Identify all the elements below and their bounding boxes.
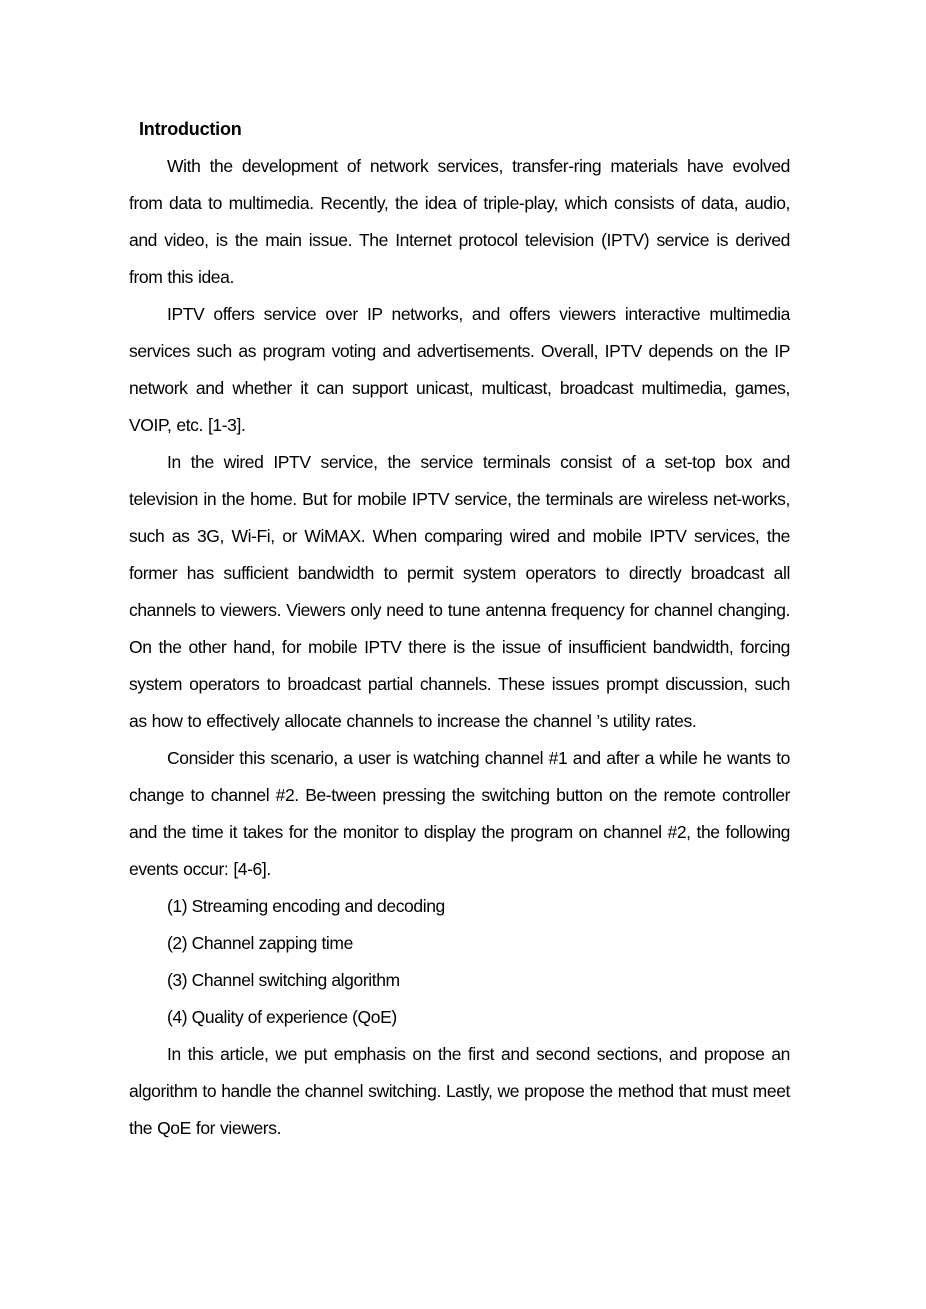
paragraph-closing: In this article, we put emphasis on the first and second sections, and propose an algorithm to handle the channel switching. Lastly, we propose the method that must meet the QoE for viewers.	[129, 1044, 790, 1138]
paragraph-channel-switch-scenario: Consider this scenario, a user is watching channel #1 and after a while he wants to change to channel #2. Be-tween pressing the switching button on the remote controller and the time it takes for the monitor to display the program on channel #2, the following events occur: [4-6].	[129, 748, 790, 879]
section-heading: Introduction	[139, 119, 242, 139]
paragraph-iptv-offers-service: IPTV offers service over IP networks, and offers viewers interactive multimedia services such as program voting and advertisements. Overall, IPTV depends on the IP network and whether it can support unicast, multicast, broadcast multimedia, games, VOIP, etc. [1-3].	[129, 304, 790, 435]
list-item-quality-of-experience: (4) Quality of experience (QoE)	[167, 1007, 397, 1027]
page-content	[129, 111, 790, 1147]
paragraph-development-of-network-services: With the development of network services, transfer-ring materials have evolved from data to multimedia. Recently, the idea of triple-play, which consists of data, audio, and video, is the main issue. The Internet protocol television (IPTV) service is derived from this idea.	[129, 156, 790, 287]
list-item-channel-switching-algorithm: (3) Channel switching algorithm	[167, 970, 400, 990]
list-item-channel-zapping: (2) Channel zapping time	[167, 933, 353, 953]
paragraph-wired-vs-mobile-iptv: In the wired IPTV service, the service terminals consist of a set-top box and television in the home. But for mobile IPTV service, the terminals are wireless net-works, such as 3G, Wi-Fi, or WiMAX. When comparing wired and mobile IPTV services, the former has sufficient bandwidth to permit system operators to directly broadcast all channels to viewers. Viewers only need to tune antenna frequency for channel changing. On the other hand, for mobile IPTV there is the issue of insufficient bandwidth, forcing system operators to broadcast partial channels. These issues prompt discussion, such as how to effectively allocate channels to increase the channel ’s utility rates.	[129, 452, 790, 731]
list-item-streaming-encoding: (1) Streaming encoding and decoding	[167, 896, 445, 916]
